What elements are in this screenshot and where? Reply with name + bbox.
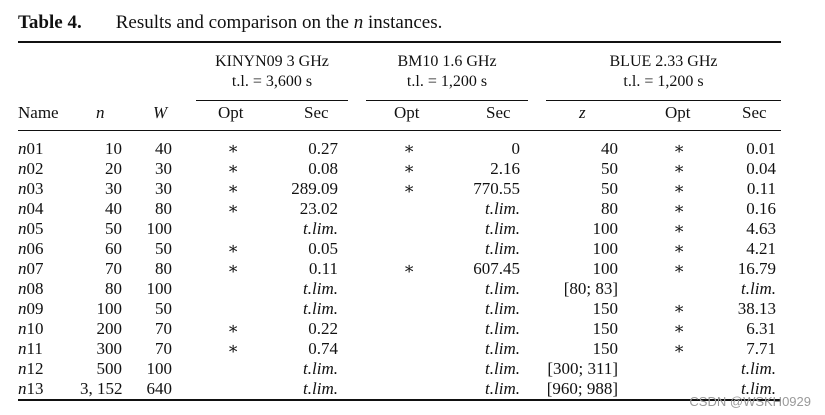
table-header-rule (18, 130, 781, 131)
cell-u-sec: 38.13 (737, 299, 776, 318)
cell-id: n05 (18, 219, 44, 238)
cell-w: 100 (146, 359, 172, 378)
cell-k-sec: t.lim. (303, 299, 338, 318)
cell-b-sec: 770.55 (473, 179, 520, 198)
cell-u-opt: ∗ (673, 139, 685, 158)
table-row (0, 219, 825, 239)
cell-z: [300; 311] (547, 359, 618, 378)
cell-w: 70 (155, 339, 172, 358)
cell-k-opt: ∗ (227, 239, 239, 258)
cell-b-sec: 607.45 (473, 259, 520, 278)
cell-u-sec: 0.11 (746, 179, 776, 198)
cell-z: 50 (601, 179, 618, 198)
cell-z: 100 (592, 259, 618, 278)
table-row (0, 239, 825, 259)
group-name-blue: BLUE 2.33 GHz (609, 53, 718, 70)
col-header-n: n (96, 103, 105, 122)
group-limit-bm10: t.l. = 1,200 s (406, 73, 488, 90)
cell-k-sec: 0.22 (308, 319, 338, 338)
cell-k-opt: ∗ (227, 259, 239, 278)
cell-w: 50 (155, 299, 172, 318)
cell-w: 100 (146, 219, 172, 238)
col-header-blue-z: z (579, 103, 586, 122)
cell-w: 30 (155, 159, 172, 178)
cell-z: 150 (592, 339, 618, 358)
cell-w: 40 (155, 139, 172, 158)
cell-id: n13 (18, 379, 44, 398)
cell-n: 3, 152 (80, 379, 123, 398)
cell-b-sec: t.lim. (485, 239, 520, 258)
cell-n: 100 (96, 299, 122, 318)
cell-n: 20 (105, 159, 122, 178)
cell-n: 300 (96, 339, 122, 358)
cell-z: 100 (592, 219, 618, 238)
cell-u-sec: 6.31 (746, 319, 776, 338)
cell-id: n02 (18, 159, 44, 178)
table-row (0, 139, 825, 159)
cell-w: 50 (155, 239, 172, 258)
cell-n: 40 (105, 199, 122, 218)
group-name-kinyn09: KINYN09 3 GHz (215, 53, 329, 70)
cell-u-sec: t.lim. (741, 379, 776, 398)
group-name-bm10: BM10 1.6 GHz (397, 53, 497, 70)
group-header-bm10 (366, 52, 528, 92)
cell-b-sec: t.lim. (485, 339, 520, 358)
cell-k-sec: 289.09 (291, 179, 338, 198)
caption-text-before: Results and comparison on the (115, 12, 354, 33)
cell-w: 80 (155, 259, 172, 278)
cell-u-opt: ∗ (673, 179, 685, 198)
caption-text-after: instances. (363, 12, 443, 33)
cell-u-sec: t.lim. (741, 279, 776, 298)
cell-id: n11 (18, 339, 43, 358)
caption-variable: n (353, 12, 364, 33)
table-row (0, 259, 825, 279)
table-row (0, 179, 825, 199)
cell-k-opt: ∗ (227, 139, 239, 158)
cell-n: 50 (105, 219, 122, 238)
cell-z: 150 (592, 319, 618, 338)
cell-id: n09 (18, 299, 44, 318)
cell-w: 30 (155, 179, 172, 198)
cell-n: 80 (105, 279, 122, 298)
cell-b-sec: t.lim. (485, 299, 520, 318)
group-limit-blue: t.l. = 1,200 s (623, 73, 704, 90)
col-header-name: Name (18, 103, 59, 122)
group-header-kinyn09 (196, 52, 348, 92)
cell-u-sec: 0.01 (746, 139, 776, 158)
cell-b-opt: ∗ (403, 159, 415, 178)
cell-k-sec: t.lim. (303, 359, 338, 378)
cell-k-opt: ∗ (227, 179, 239, 198)
cell-u-sec: 4.63 (746, 219, 776, 238)
cell-b-opt: ∗ (403, 179, 415, 198)
cell-id: n04 (18, 199, 44, 218)
cell-u-opt: ∗ (673, 319, 685, 338)
cell-k-opt: ∗ (227, 159, 239, 178)
col-header-bm10-sec: Sec (486, 103, 511, 122)
cell-u-sec: 16.79 (737, 259, 776, 278)
cell-b-sec: t.lim. (485, 199, 520, 218)
group-underline-blue (546, 100, 781, 101)
cell-n: 60 (105, 239, 122, 258)
cell-b-sec: 2.16 (490, 159, 520, 178)
cell-id: n03 (18, 179, 44, 198)
cell-id: n10 (18, 319, 44, 338)
cell-b-sec: 0 (511, 139, 520, 158)
cell-k-sec: t.lim. (303, 279, 338, 298)
cell-b-sec: t.lim. (485, 319, 520, 338)
cell-u-opt: ∗ (673, 259, 685, 278)
cell-w: 80 (155, 199, 172, 218)
cell-z: 40 (601, 139, 618, 158)
cell-u-opt: ∗ (673, 219, 685, 238)
cell-k-sec: 0.08 (308, 159, 338, 178)
cell-b-sec: t.lim. (485, 219, 520, 238)
cell-k-opt: ∗ (227, 339, 239, 358)
col-header-w: W (153, 103, 168, 122)
table-bottom-rule (18, 399, 781, 401)
col-header-bm10-opt: Opt (394, 103, 420, 122)
cell-k-sec: 23.02 (299, 199, 338, 218)
cell-k-sec: 0.74 (308, 339, 338, 358)
cell-id: n08 (18, 279, 44, 298)
cell-u-opt: ∗ (673, 199, 685, 218)
table-row (0, 319, 825, 339)
table-label: Table 4. (18, 12, 82, 33)
cell-w: 640 (146, 379, 172, 398)
cell-u-sec: 0.16 (746, 199, 776, 218)
watermark: CSDN @WSKH0929 (689, 394, 811, 409)
cell-b-opt: ∗ (403, 139, 415, 158)
cell-u-sec: 4.21 (746, 239, 776, 258)
cell-n: 10 (105, 139, 122, 158)
cell-n: 200 (96, 319, 122, 338)
table-top-rule (18, 41, 781, 43)
cell-z: 80 (601, 199, 618, 218)
col-header-kinyn09-opt: Opt (218, 103, 244, 122)
col-header-kinyn09-sec: Sec (304, 103, 329, 122)
table-row (0, 159, 825, 179)
table-row (0, 339, 825, 359)
cell-z: [80; 83] (563, 279, 618, 298)
cell-u-opt: ∗ (673, 159, 685, 178)
col-header-blue-opt: Opt (665, 103, 691, 122)
table-row (0, 279, 825, 299)
group-limit-kinyn09: t.l. = 3,600 s (231, 73, 313, 90)
table-caption (18, 12, 442, 34)
cell-id: n07 (18, 259, 44, 278)
cell-u-sec: 7.71 (746, 339, 776, 358)
group-header-blue (546, 52, 781, 92)
cell-n: 70 (105, 259, 122, 278)
group-underline-kinyn09 (196, 100, 348, 101)
col-header-blue-sec: Sec (742, 103, 767, 122)
cell-w: 70 (155, 319, 172, 338)
cell-id: n01 (18, 139, 44, 158)
cell-id: n06 (18, 239, 44, 258)
cell-z: 150 (592, 299, 618, 318)
cell-b-sec: t.lim. (485, 279, 520, 298)
cell-u-opt: ∗ (673, 339, 685, 358)
table-row (0, 359, 825, 379)
cell-b-sec: t.lim. (485, 359, 520, 378)
cell-k-sec: t.lim. (303, 219, 338, 238)
cell-u-sec: t.lim. (741, 359, 776, 378)
cell-b-opt: ∗ (403, 259, 415, 278)
cell-k-sec: 0.27 (308, 139, 338, 158)
cell-id: n12 (18, 359, 44, 378)
cell-k-opt: ∗ (227, 319, 239, 338)
cell-u-opt: ∗ (673, 299, 685, 318)
cell-k-sec: t.lim. (303, 379, 338, 398)
cell-z: 50 (601, 159, 618, 178)
cell-z: [960; 988] (546, 379, 618, 398)
cell-u-opt: ∗ (673, 239, 685, 258)
cell-b-sec: t.lim. (485, 379, 520, 398)
cell-n: 500 (96, 359, 122, 378)
cell-n: 30 (105, 179, 122, 198)
cell-k-opt: ∗ (227, 199, 239, 218)
cell-w: 100 (146, 279, 172, 298)
group-underline-bm10 (366, 100, 528, 101)
cell-z: 100 (592, 239, 618, 258)
table-row (0, 199, 825, 219)
table-row (0, 299, 825, 319)
cell-k-sec: 0.11 (308, 259, 338, 278)
cell-u-sec: 0.04 (746, 159, 776, 178)
cell-k-sec: 0.05 (308, 239, 338, 258)
